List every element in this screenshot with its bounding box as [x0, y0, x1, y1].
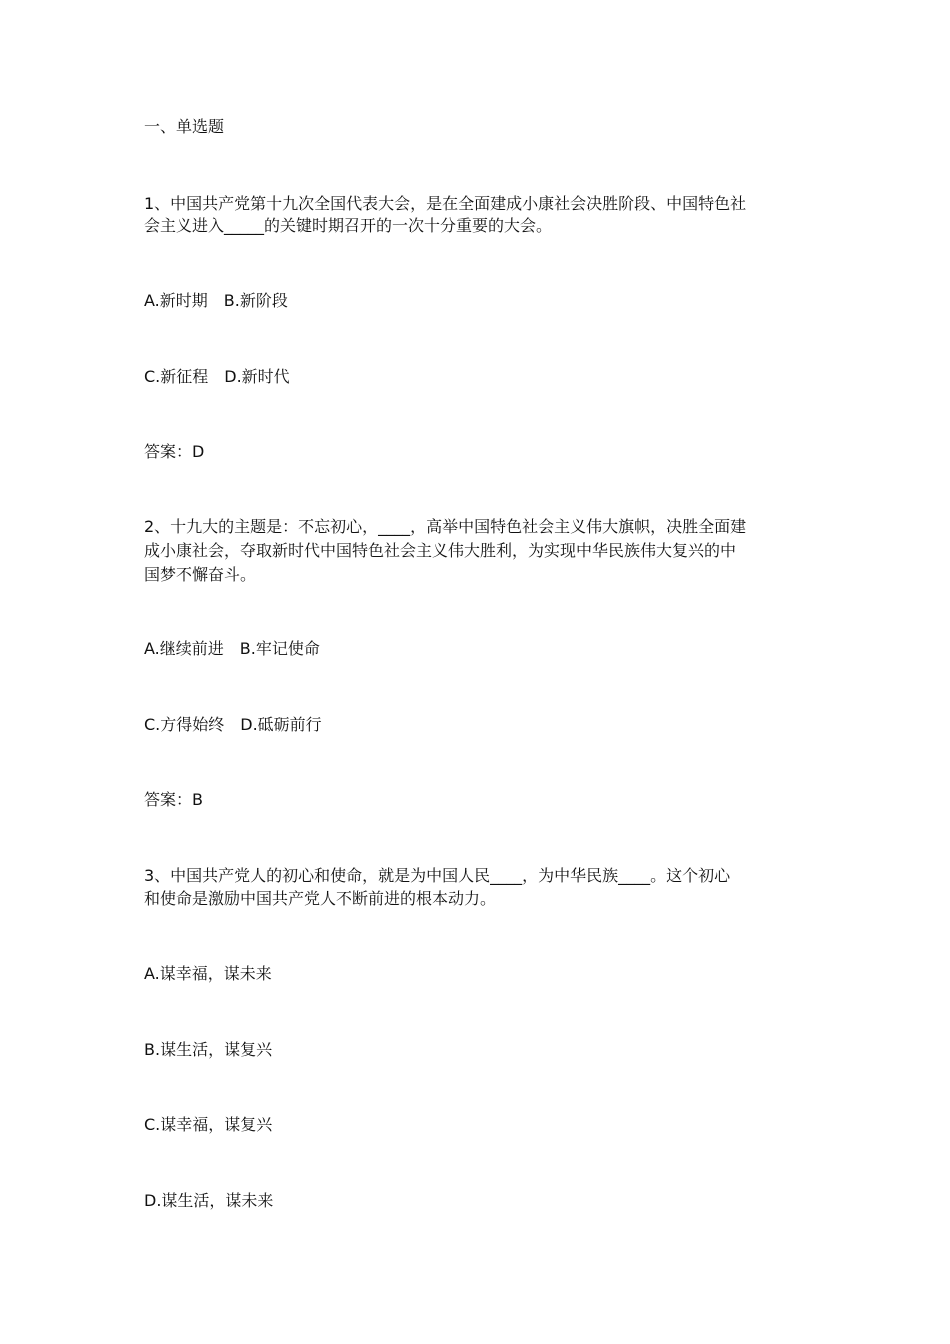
- question-1-options-ab: A.新时期 B.新阶段: [144, 291, 288, 310]
- question-3-option-b: B.谋生活，谋复兴: [144, 1040, 273, 1059]
- question-1-options-cd: C.新征程 D.新时代: [144, 367, 290, 386]
- question-1-stem-line-2: 会主义进入_____的关键时期召开的一次十分重要的大会。: [144, 216, 553, 235]
- question-2-options-cd: C.方得始终 D.砥砺前行: [144, 715, 322, 734]
- question-1-stem-line-1: 1、中国共产党第十九次全国代表大会，是在全面建成小康社会决胜阶段、中国特色社: [144, 194, 747, 213]
- question-3-option-d: D.谋生活，谋未来: [144, 1191, 274, 1210]
- question-2-options-ab: A.继续前进 B.牢记使命: [144, 639, 320, 658]
- question-2-stem-line-1: 2、十九大的主题是：不忘初心，____，高举中国特色社会主义伟大旗帜，决胜全面建: [144, 517, 747, 536]
- question-2-stem-line-3: 国梦不懈奋斗。: [144, 565, 257, 584]
- question-3-option-c: C.谋幸福，谋复兴: [144, 1115, 273, 1134]
- question-3-stem-line-1: 3、中国共产党人的初心和使命，就是为中国人民____，为中华民族____。这个初心: [144, 866, 731, 885]
- question-3-option-a: A.谋幸福，谋未来: [144, 964, 272, 983]
- section-heading: 一、单选题: [144, 117, 225, 136]
- question-2-stem-line-2: 成小康社会，夺取新时代中国特色社会主义伟大胜利，为实现中华民族伟大复兴的中: [144, 541, 737, 560]
- question-2-answer: 答案：B: [144, 790, 203, 809]
- question-1-answer: 答案：D: [144, 442, 205, 461]
- question-3-stem-line-2: 和使命是激励中国共产党人不断前进的根本动力。: [144, 889, 497, 908]
